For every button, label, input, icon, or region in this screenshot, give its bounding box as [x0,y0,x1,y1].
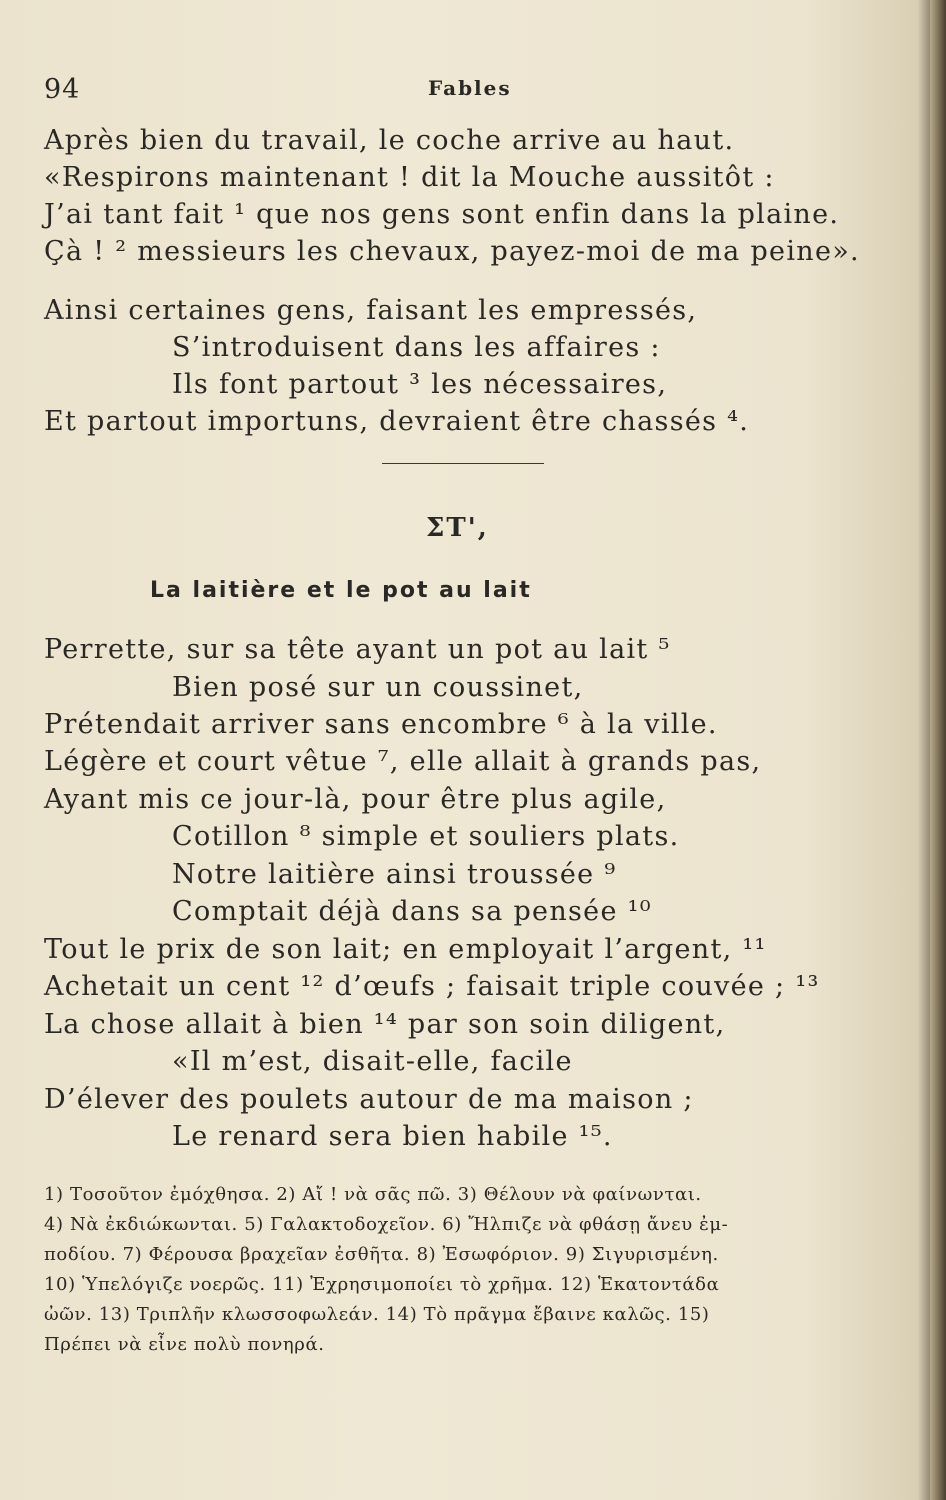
verse-line: La chose allait à bien ¹⁴ par son soin diligent, [44,1009,726,1040]
verse-line: S’introduisent dans les affaires : [172,332,661,363]
footnote-line: 4) Νὰ ἐκδιώκωνται. 5) Γαλακτοδοχεῖον. 6) Ἤλπιζε νὰ φθάσῃ ἄνευ ἐμ- [44,1214,729,1235]
verse-line: Bien posé sur un coussinet, [172,672,584,703]
verse-line: Perrette, sur sa tête ayant un pot au lait ⁵ [44,634,671,665]
verse-line: Achetait un cent ¹² d’œufs ; faisait triple couvée ; ¹³ [44,971,820,1002]
verse-line: Çà ! ² messieurs les chevaux, payez-moi de ma peine». [44,236,860,267]
verse-line: Ayant mis ce jour-là, pour être plus agile, [44,784,667,815]
page-header [44,74,804,110]
page-edge [930,0,946,1500]
footnote-line: 1) Τοσοῦτον ἐμόχθησα. 2) Αἴ ! νὰ σᾶς πῶ. 3) Θέλουν νὰ φαίνωνται. [44,1184,702,1205]
running-title: Fables [428,76,512,100]
verse-line: Ils font partout ³ les nécessaires, [172,369,668,400]
verse-line: Après bien du travail, le coche arrive au haut. [44,125,735,156]
verse-line: D’élever des poulets autour de ma maison ; [44,1084,694,1115]
verse-line: «Respirons maintenant ! dit la Mouche aussitôt : [44,162,775,193]
footnote-line: 10) Ὑπελόγιζε νοερῶς. 11) Ἐχρησιμοποίει τὸ χρῆμα. 12) Ἑκατοντάδα [44,1274,720,1295]
verse-line: J’ai tant fait ¹ que nos gens sont enfin dans la plaine. [44,199,840,230]
section-number: ΣΤ', [426,513,489,543]
verse-line: Et partout importuns, devraient être chassés ⁴. [44,406,750,437]
verse-line: Légère et court vêtue ⁷, elle allait à grands pas, [44,746,762,777]
footnote-line: Πρέπει νὰ εἶνε πολὺ πονηρά. [44,1334,325,1355]
verse-line: Comptait déjà dans sa pensée ¹⁰ [172,896,652,927]
footnote-line: ποδίου. 7) Φέρουσα βραχεῖαν ἐσθῆτα. 8) Ἐσωφόριον. 9) Σιγυρισμένη. [44,1244,719,1265]
verse-line: Prétendait arriver sans encombre ⁶ à la ville. [44,709,718,740]
page-number: 94 [44,74,81,105]
verse-line: Ainsi certaines gens, faisant les empressés, [44,295,698,326]
verse-line: «Il m’est, disait-elle, facile [172,1046,573,1077]
section-title: La laitière et le pot au lait [150,578,532,603]
section-divider [382,463,544,464]
verse-line: Tout le prix de son lait; en employait l’argent, ¹¹ [44,934,767,965]
footnote-line: ὠῶν. 13) Τριπλῆν κλωσσοφωλεάν. 14) Τὸ πρᾶγμα ἔβαινε καλῶς. 15) [44,1304,710,1325]
verse-line: Notre laitière ainsi troussée ⁹ [172,859,617,890]
verse-line: Le renard sera bien habile ¹⁵. [172,1121,613,1152]
verse-line: Cotillon ⁸ simple et souliers plats. [172,821,680,852]
